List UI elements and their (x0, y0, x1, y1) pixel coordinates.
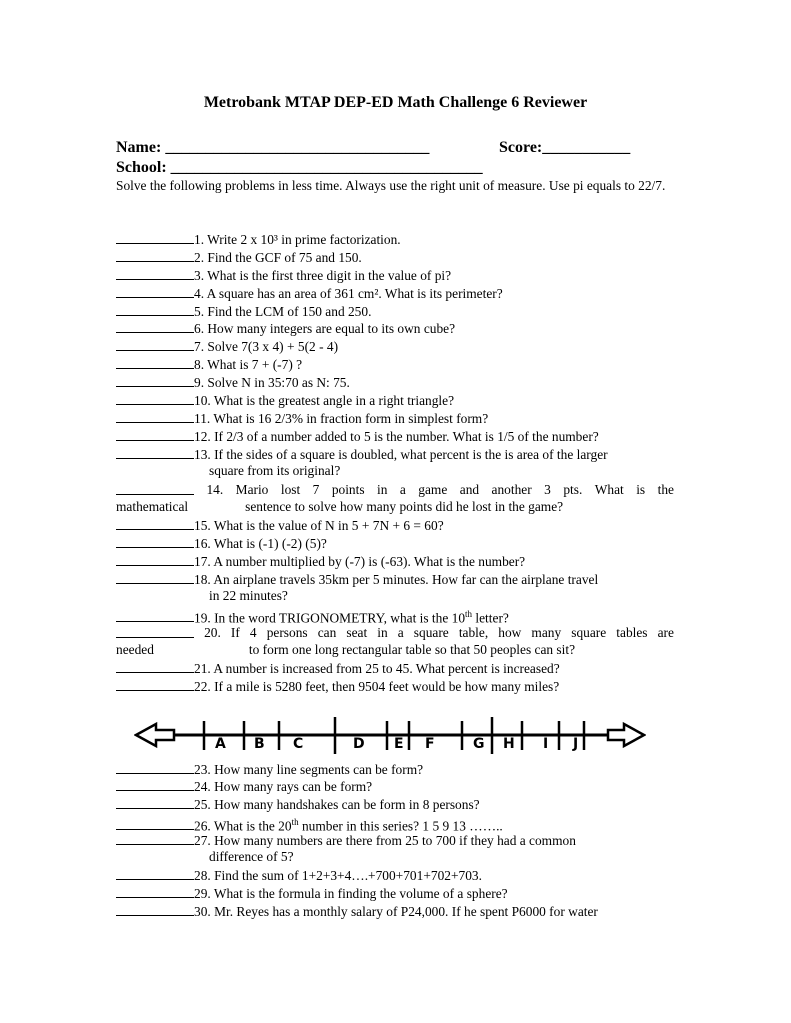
question-23: 23. How many line segments can be form? (116, 760, 676, 779)
name-line: _________________________________ (165, 139, 430, 156)
score-line: ___________ (542, 139, 631, 156)
question-20-continued: needed to form one long rectangular table so that 50 peoples can sit? (116, 642, 576, 657)
question-6: 6. How many integers are equal to its own cube? (116, 319, 676, 338)
answer-blank[interactable] (116, 816, 194, 830)
answer-blank[interactable] (116, 760, 194, 774)
answer-blank[interactable] (116, 884, 194, 898)
answer-blank[interactable] (116, 373, 194, 387)
score-label: Score: (499, 139, 543, 156)
point-label: A (215, 736, 226, 752)
right-arrow-icon (608, 724, 644, 746)
answer-blank[interactable] (116, 427, 194, 441)
point-label: J (573, 736, 579, 752)
left-arrow-icon (136, 724, 174, 746)
question-17: 17. A number multiplied by (-7) is (-63). What is the number? (116, 552, 676, 571)
answer-blank[interactable] (116, 608, 194, 622)
question-7: 7. Solve 7(3 x 4) + 5(2 - 4) (116, 337, 676, 356)
number-line-diagram (134, 716, 646, 758)
question-9: 9. Solve N in 35:70 as N: 75. (116, 373, 676, 392)
point-label: D (353, 736, 365, 752)
question-13: 13. If the sides of a square is doubled, what percent is the is area of the larger (116, 445, 676, 464)
question-27-continued: difference of 5? (209, 849, 294, 864)
answer-blank[interactable] (116, 866, 194, 880)
question-5: 5. Find the LCM of 150 and 250. (116, 302, 676, 321)
point-label: C (293, 736, 304, 752)
answer-blank[interactable] (116, 795, 194, 809)
answer-blank[interactable] (116, 570, 194, 584)
question-1: 1. Write 2 x 10³ in prime factorization. (116, 230, 676, 249)
point-label: B (254, 736, 265, 752)
question-14-continued: mathematical sentence to solve how many points did he lost in the game? (116, 499, 564, 514)
school-label: School: (116, 159, 167, 176)
school-field[interactable] (116, 159, 483, 177)
question-12: 12. If 2/3 of a number added to 5 is the number. What is 1/5 of the number? (116, 427, 676, 446)
point-label: I (543, 736, 549, 752)
answer-blank[interactable] (116, 230, 194, 244)
answer-blank[interactable] (116, 391, 194, 405)
question-14: 14. Mario lost 7 points in a game and another 3 pts. What is the (116, 481, 674, 499)
question-29: 29. What is the formula in finding the volume of a sphere? (116, 884, 676, 903)
answer-blank[interactable] (116, 659, 194, 673)
answer-blank[interactable] (116, 481, 194, 495)
answer-blank[interactable] (116, 534, 194, 548)
instructions: Solve the following problems in less time. Always use the right unit of measure. Use pi equals to 22/7. (116, 178, 666, 193)
answer-blank[interactable] (116, 831, 194, 845)
answer-blank[interactable] (116, 248, 194, 262)
answer-blank[interactable] (116, 319, 194, 333)
name-label: Name: (116, 139, 162, 156)
answer-blank[interactable] (116, 777, 194, 791)
question-28: 28. Find the sum of 1+2+3+4….+700+701+702+703. (116, 866, 676, 885)
point-label: H (503, 736, 515, 752)
question-2: 2. Find the GCF of 75 and 150. (116, 248, 676, 267)
answer-blank[interactable] (116, 624, 194, 638)
question-26: 26. What is the 20th number in this series? 1 5 9 13 …….. (116, 813, 676, 835)
name-field[interactable] (116, 139, 429, 157)
page-title: Metrobank MTAP DEP-ED Math Challenge 6 Reviewer (203, 94, 588, 111)
question-4: 4. A square has an area of 361 cm². What is its perimeter? (116, 284, 676, 303)
question-19: 19. In the word TRIGONOMETRY, what is the 10th letter? (116, 605, 676, 627)
answer-blank[interactable] (116, 445, 194, 459)
answer-blank[interactable] (116, 355, 194, 369)
school-line: _______________________________________ (170, 159, 483, 176)
question-11: 11. What is 16 2/3% in fraction form in simplest form? (116, 409, 676, 428)
answer-blank[interactable] (116, 409, 194, 423)
question-22: 22. If a mile is 5280 feet, then 9504 feet would be how many miles? (116, 677, 676, 696)
point-label: F (425, 736, 435, 752)
answer-blank[interactable] (116, 902, 194, 916)
score-field[interactable] (499, 139, 630, 157)
answer-blank[interactable] (116, 284, 194, 298)
question-8: 8. What is 7 + (-7) ? (116, 355, 676, 374)
question-30: 30. Mr. Reyes has a monthly salary of P24,000. If he spent P6000 for water (116, 902, 676, 921)
answer-blank[interactable] (116, 302, 194, 316)
question-15: 15. What is the value of N in 5 + 7N + 6 = 60? (116, 516, 676, 535)
question-3: 3. What is the first three digit in the value of pi? (116, 266, 676, 285)
question-18-continued: in 22 minutes? (209, 588, 288, 603)
answer-blank[interactable] (116, 516, 194, 530)
answer-blank[interactable] (116, 337, 194, 351)
question-10: 10. What is the greatest angle in a right triangle? (116, 391, 676, 410)
question-20: 20. If 4 persons can seat in a square table, how many square tables are (116, 624, 674, 642)
question-16: 16. What is (-1) (-2) (5)? (116, 534, 676, 553)
question-21: 21. A number is increased from 25 to 45. What percent is increased? (116, 659, 676, 678)
answer-blank[interactable] (116, 677, 194, 691)
answer-blank[interactable] (116, 552, 194, 566)
question-27: 27. How many numbers are there from 25 to 700 if they had a common (116, 831, 676, 850)
question-18: 18. An airplane travels 35km per 5 minutes. How far can the airplane travel (116, 570, 676, 589)
question-24: 24. How many rays can be form? (116, 777, 676, 796)
answer-blank[interactable] (116, 266, 194, 280)
question-25: 25. How many handshakes can be form in 8 persons? (116, 795, 676, 814)
point-label: E (394, 736, 404, 752)
point-label: G (473, 736, 485, 752)
question-13-continued: square from its original? (209, 463, 341, 478)
